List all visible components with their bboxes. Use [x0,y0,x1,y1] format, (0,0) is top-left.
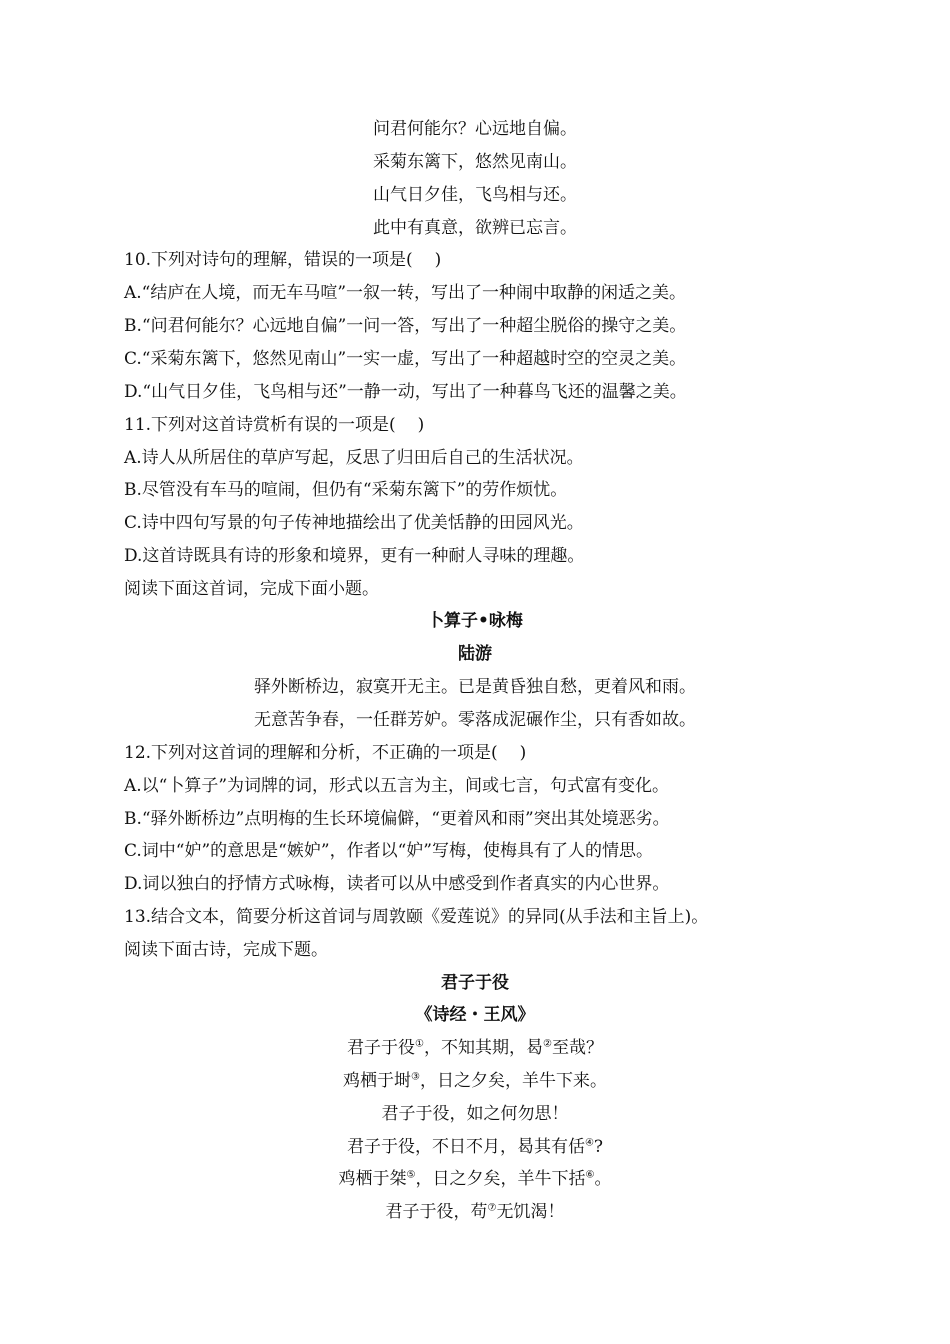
option: B.尽管没有车马的喧闹，但仍有“采菊东篱下”的劳作烦忧。 [124,480,568,500]
option: A.“结庐在人境，而无车马喧”一叙一转，写出了一种闹中取静的闲适之美。 [124,283,687,303]
poem-line: 山气日夕佳，飞鸟相与还。 [373,185,577,205]
question-10-stem: 10.下列对诗句的理解，错误的一项是( ) [124,250,442,270]
poem-line: 鸡栖于埘③，日之夕矣，羊牛下来。 [343,1071,607,1091]
option: B.“问君何能尔？心远地自偏”一问一答，写出了一种超尘脱俗的操守之美。 [124,316,687,336]
option: C.词中“妒”的意思是“嫉妒”，作者以“妒”写梅，使梅具有了人的情思。 [124,841,653,861]
question-11-stem: 11.下列对这首诗赏析有误的一项是( ) [124,415,425,435]
option: A.以“卜算子”为词牌的词，形式以五言为主，间或七言，句式富有变化。 [124,776,670,796]
poem-title: 君子于役 [441,973,509,993]
option: B.“驿外断桥边”点明梅的生长环境偏僻，“更着风和雨”突出其处境恶劣。 [124,809,670,829]
reading-instruction: 阅读下面这首词，完成下面小题。 [124,579,379,599]
poem-line: 问君何能尔？心远地自偏。 [373,119,577,139]
option: D.“山气日夕佳，飞鸟相与还”一静一动，写出了一种暮鸟飞还的温馨之美。 [124,382,687,402]
ci-author: 陆游 [458,644,492,664]
question-13: 13.结合文本，简要分析这首词与周敦颐《爱莲说》的异同(从手法和主旨上)。 [124,907,709,927]
ci-line: 无意苦争春，一任群芳妒。零落成泥碾作尘，只有香如故。 [254,710,696,730]
poem-line: 君子于役①，不知其期，曷②至哉？ [347,1038,603,1058]
option: D.词以独白的抒情方式咏梅，读者可以从中感受到作者真实的内心世界。 [124,874,670,894]
option: A.诗人从所居住的草庐写起，反思了归田后自己的生活状况。 [124,448,584,468]
ci-title: 卜算子•咏梅 [427,611,523,631]
poem-source: 《诗经・王风》 [415,1005,535,1025]
option: C.“采菊东篱下，悠然见南山”一实一虚，写出了一种超越时空的空灵之美。 [124,349,687,369]
ci-line: 驿外断桥边，寂寞开无主。已是黄昏独自愁，更着风和雨。 [254,677,696,697]
poem-line: 君子于役，如之何勿思！ [381,1104,569,1124]
poem-line: 采菊东篱下，悠然见南山。 [373,152,577,172]
poem-line: 此中有真意，欲辨已忘言。 [373,218,577,238]
poem-line: 鸡栖于桀⑤，日之夕矣，羊牛下括⑥。 [338,1169,612,1189]
reading-instruction: 阅读下面古诗，完成下题。 [124,940,328,960]
poem-line: 君子于役，苟⑦无饥渴！ [385,1202,565,1222]
question-12-stem: 12.下列对这首词的理解和分析，不正确的一项是( ) [124,743,527,763]
poem-line: 君子于役，不日不月，曷其有佸④? [346,1137,604,1157]
option: D.这首诗既具有诗的形象和境界，更有一种耐人寻味的理趣。 [124,546,585,566]
option: C.诗中四句写景的句子传神地描绘出了优美恬静的田园风光。 [124,513,584,533]
